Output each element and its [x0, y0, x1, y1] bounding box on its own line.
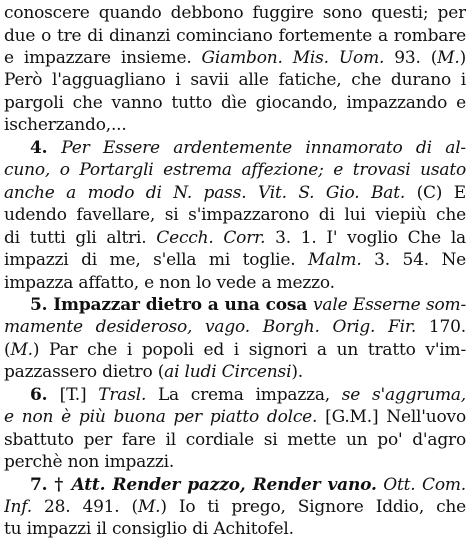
text-line: [4, 316, 466, 339]
text-run: 7. †: [30, 475, 72, 495]
text-run: La crema impazza,: [146, 385, 342, 405]
text-run: Trasl.: [98, 385, 147, 405]
sense-6-heading: [30, 384, 466, 407]
text-run: M.: [10, 340, 33, 360]
text-line: [4, 361, 466, 384]
text-line: [4, 429, 466, 452]
sense-7-heading: [30, 474, 466, 497]
text-run: pargoli che vanno tutto dìe giocando, impazzando e: [4, 93, 466, 113]
text-line: [4, 451, 466, 474]
text-run: [T.]: [59, 385, 99, 405]
text-run: M.: [437, 48, 460, 68]
text-run: 5. Impazzar dietro a una cosa: [30, 295, 314, 315]
text-run: pazzassero dietro (: [4, 362, 165, 382]
text-run: Per Essere ardentemente innamorato di al-: [61, 138, 466, 158]
text-line: [4, 182, 466, 205]
text-run: 6.: [30, 385, 60, 405]
text-run: Ott. Com.: [383, 475, 466, 495]
text-run: (C) E: [405, 183, 466, 203]
text-run: sbattuto per fare il cordiale si mette un po' d'agro: [4, 430, 466, 450]
text-run: se s'aggruma,: [341, 385, 466, 405]
text-run: 3. 1. I' voglio Che la: [265, 228, 466, 248]
text-run: e non è più buona per piatto dolce.: [4, 407, 318, 427]
text-run: ) Io ti prego, Signore Iddio, che: [160, 497, 466, 517]
text-run: di tutti gli altri.: [4, 228, 157, 248]
text-run: Att. Render pazzo, Render vano.: [71, 475, 377, 495]
text-line: [4, 406, 466, 429]
text-run: mamente desideroso, vago.: [4, 317, 263, 337]
text-run: ischerzando,...: [4, 115, 127, 135]
text-run: ) Par che i popoli ed i signori a un tratto v'im-: [32, 340, 466, 360]
text-run: M.: [137, 497, 161, 517]
text-run: ).: [291, 362, 303, 382]
sense-5-heading: [30, 294, 466, 317]
text-run: [G.M.] Nell'uovo: [317, 407, 466, 427]
text-run: Malm.: [308, 250, 362, 270]
text-run: 28. 491. (: [31, 497, 138, 517]
text-line: [4, 227, 466, 250]
text-run: udendo favellare, si s'impazzarono di lui viepiù che: [4, 205, 466, 225]
text-line: [4, 249, 466, 272]
text-run: due o tre di dinanzi cominciano fortemente a rombare: [4, 26, 466, 46]
text-run: impazza affatto, e non lo vede a mezzo.: [4, 273, 335, 293]
text-run: perchè non impazzi.: [4, 452, 175, 472]
text-run: tu impazzi il consiglio di Achitofel.: [4, 519, 294, 539]
text-run: ): [459, 48, 466, 68]
text-line: [4, 114, 466, 137]
text-run: impazzi di me, s'ella mi toglie.: [4, 250, 309, 270]
text-line: [4, 159, 466, 182]
text-line: [4, 518, 466, 541]
text-run: vale Esserne som-: [313, 295, 466, 315]
text-line: [4, 25, 466, 48]
text-line: [4, 92, 466, 115]
text-run: (: [4, 340, 11, 360]
text-line: [4, 204, 466, 227]
text-run: 4.: [30, 138, 62, 158]
text-run: ai ludi Circensi: [164, 362, 292, 382]
text-line: [4, 69, 466, 92]
text-run: Però l'agguagliano i savii alle fatiche, che durano i: [4, 70, 466, 90]
text-run: e impazzare insieme.: [4, 48, 202, 68]
text-run: Inf.: [4, 497, 32, 517]
text-line: [4, 496, 466, 519]
text-run: Cecch. Corr.: [156, 228, 266, 248]
text-run: 93. (: [384, 48, 438, 68]
text-run: Vit. S. Gio. Bat.: [257, 183, 406, 203]
text-line: [4, 47, 466, 70]
text-run: 3. 54. Ne: [361, 250, 466, 270]
text-run: 170.: [416, 317, 466, 337]
text-run: Borgh. Orig. Fir.: [262, 317, 417, 337]
text-run: conoscere quando debbono fuggire sono questi; per: [4, 3, 466, 23]
text-run: Giambon. Mis. Uom.: [201, 48, 385, 68]
text-line: [4, 339, 466, 362]
text-line: [4, 2, 466, 25]
text-run: cuno, o Portargli estrema affezione; e trovasi usato: [4, 160, 466, 180]
sense-4-heading: [30, 137, 466, 160]
text-line: [4, 272, 466, 295]
text-run: anche a modo di N. pass.: [4, 183, 258, 203]
